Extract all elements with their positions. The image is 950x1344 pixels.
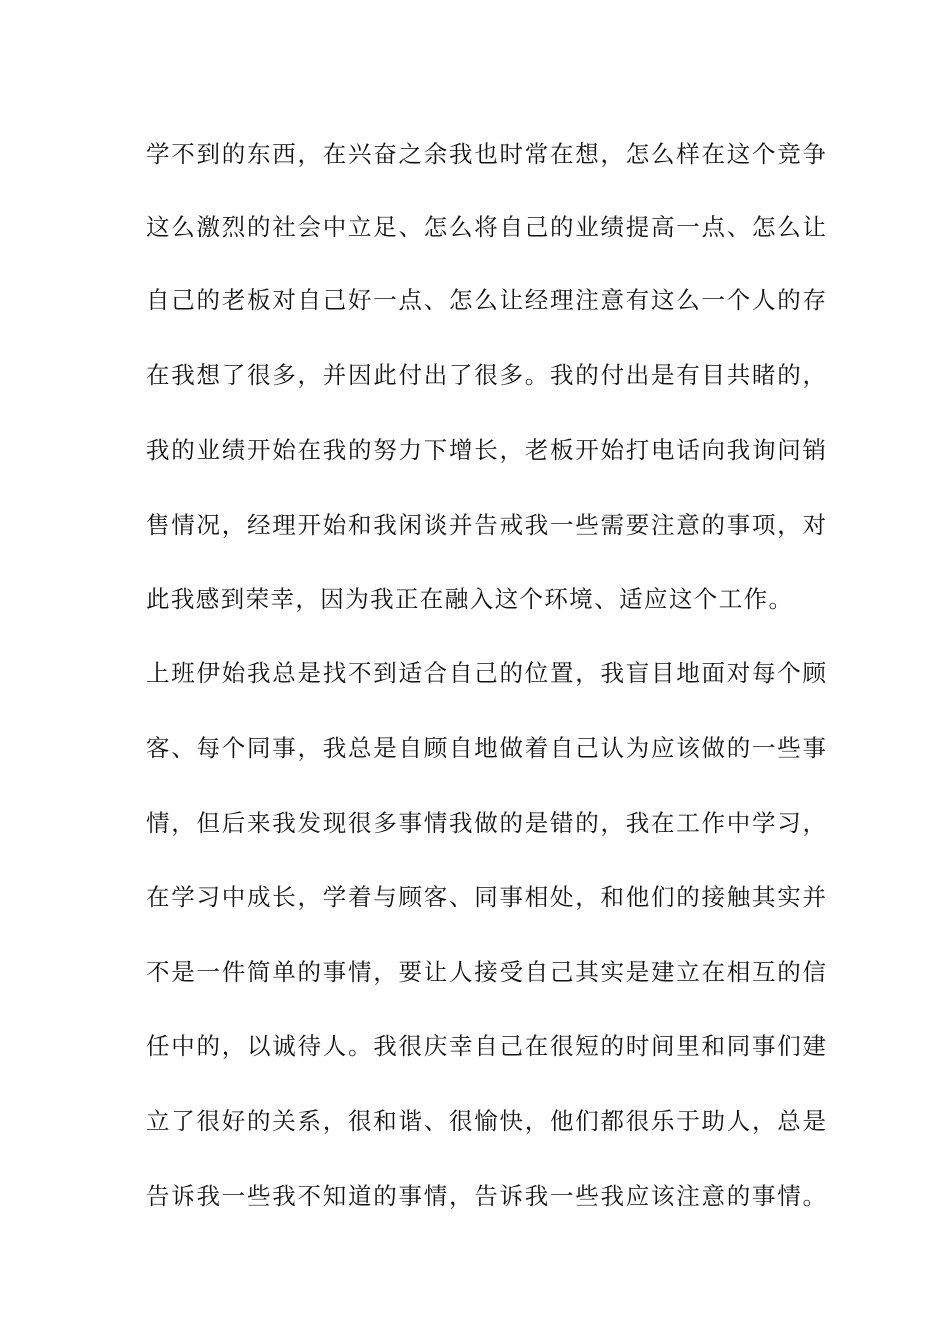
text-line: 上班伊始我总是找不到适合自己的位置，我盲目地面对每个顾: [146, 659, 826, 687]
text-line: 客、每个同事，我总是自顾自地做着自己认为应该做的一些事: [146, 734, 826, 762]
text-line: 此我感到荣幸，因为我正在融入这个环境、适应这个工作。: [146, 585, 794, 613]
text-line: 自己的老板对自己好一点、怎么让经理注意有这么一个人的存: [146, 286, 826, 314]
text-line: 告诉我一些我不知道的事情，告诉我一些我应该注意的事情。: [146, 1182, 826, 1210]
text-line: 任中的，以诚待人。我很庆幸自己在很短的时间里和同事们建: [146, 1032, 826, 1060]
text-line: 不是一件简单的事情，要让人接受自己其实是建立在相互的信: [146, 958, 826, 986]
text-line: 立了很好的关系，很和谐、很愉快，他们都很乐于助人，总是: [146, 1107, 826, 1135]
text-line: 我的业绩开始在我的努力下增长，老板开始打电话向我询问销: [146, 436, 826, 464]
text-line: 在我想了很多，并因此付出了很多。我的付出是有目共睹的，: [146, 361, 826, 389]
text-line: 情，但后来我发现很多事情我做的是错的，我在工作中学习，: [146, 809, 826, 837]
text-line: 售情况，经理开始和我闲谈并告戒我一些需要注意的事项，对: [146, 511, 826, 539]
text-line: 学不到的东西，在兴奋之余我也时常在想，怎么样在这个竞争: [146, 140, 826, 168]
text-line: 这么激烈的社会中立足、怎么将自己的业绩提高一点、怎么让: [146, 213, 826, 241]
text-line: 在学习中成长，学着与顾客、同事相处，和他们的接触其实并: [146, 883, 826, 911]
